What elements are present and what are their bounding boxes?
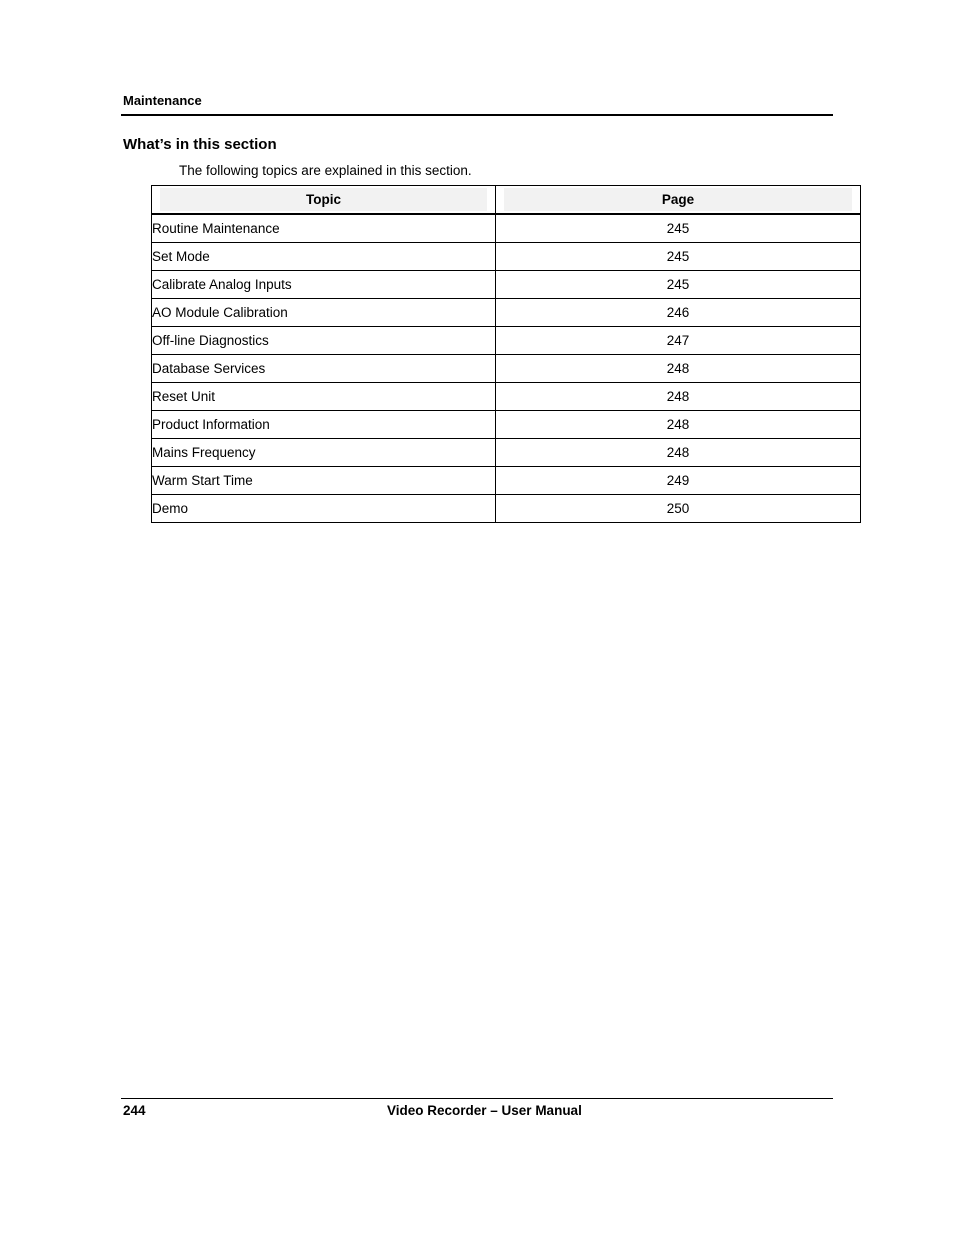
table-row — [152, 214, 861, 243]
column-header-page — [496, 186, 861, 215]
section-intro: The following topics are explained in this section. — [179, 163, 472, 178]
topic-cell: Calibrate Analog Inputs — [152, 271, 496, 299]
topic-cell: Product Information — [152, 411, 496, 439]
table-row — [152, 495, 861, 523]
table-row — [152, 299, 861, 327]
section-heading: What’s in this section — [123, 136, 277, 153]
page-cell: 248 — [496, 439, 861, 467]
footer-page-number: 244 — [123, 1103, 146, 1118]
table-row — [152, 327, 861, 355]
table-row — [152, 383, 861, 411]
topic-cell: Routine Maintenance — [152, 214, 496, 243]
page-cell: 249 — [496, 467, 861, 495]
table-row — [152, 439, 861, 467]
header-rule — [121, 114, 833, 116]
table-row — [152, 243, 861, 271]
page-cell: 248 — [496, 355, 861, 383]
page-cell: 250 — [496, 495, 861, 523]
page-cell: 248 — [496, 383, 861, 411]
topic-cell: Demo — [152, 495, 496, 523]
page-cell: 246 — [496, 299, 861, 327]
column-header-topic — [152, 186, 496, 215]
page-cell: 245 — [496, 271, 861, 299]
topic-cell: Reset Unit — [152, 383, 496, 411]
topic-cell: Set Mode — [152, 243, 496, 271]
topic-cell: AO Module Calibration — [152, 299, 496, 327]
topic-cell: Database Services — [152, 355, 496, 383]
footer-document-title: Video Recorder – User Manual — [387, 1103, 582, 1118]
table-row — [152, 411, 861, 439]
page-cell: 247 — [496, 327, 861, 355]
table-row — [152, 271, 861, 299]
running-header: Maintenance — [123, 93, 202, 108]
table-row — [152, 355, 861, 383]
table-header-row — [152, 186, 861, 215]
topics-table — [151, 185, 861, 523]
page-cell: 248 — [496, 411, 861, 439]
column-header-page-label: Page — [504, 188, 852, 211]
topic-cell: Mains Frequency — [152, 439, 496, 467]
topic-cell: Warm Start Time — [152, 467, 496, 495]
page-cell: 245 — [496, 214, 861, 243]
page-cell: 245 — [496, 243, 861, 271]
table-row — [152, 467, 861, 495]
footer-rule — [121, 1098, 833, 1099]
topic-cell: Off-line Diagnostics — [152, 327, 496, 355]
column-header-topic-label: Topic — [160, 188, 487, 211]
